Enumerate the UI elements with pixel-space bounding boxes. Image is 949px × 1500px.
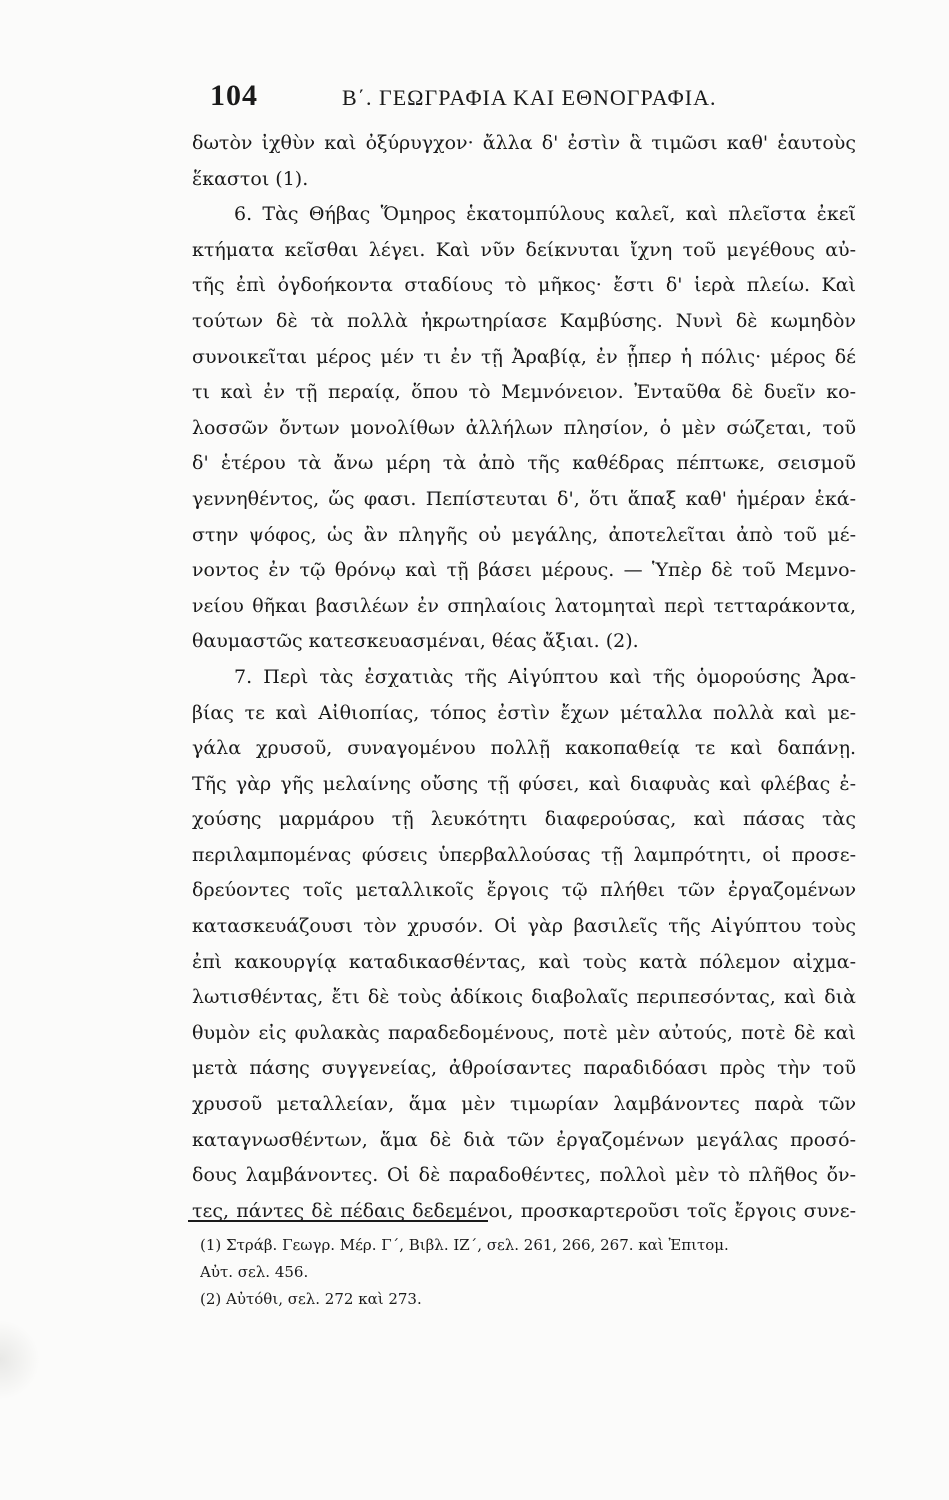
text-line: λοσσῶν ὄντων μονολίθων ἀλλήλων πλησίον, ὁ μὲν σώζεται, τοῦ <box>192 416 856 439</box>
text-line: τούτων δὲ τὰ πολλὰ ἠκρωτηρίασε Καμβύσης. Νυνὶ δὲ κωμηδὸν <box>192 309 856 332</box>
footnote-line: Αὐτ. σελ. 456. <box>200 1263 309 1281</box>
text-line: τες, πάντες δὲ πέδαις δεδεμένοι, προσκαρτεροῦσι τοῖς ἔργοις συνε- <box>192 1199 856 1222</box>
footnote-line: (1) Στράβ. Γεωγρ. Μέρ. Γ΄, Βιβλ. ΙΖ΄, σελ. 261, 266, 267. καὶ Ἐπιτομ. <box>200 1236 729 1254</box>
text-line: τι καὶ ἐν τῇ περαίᾳ, ὅπου τὸ Μεμνόνειον. Ἐνταῦθα δὲ δυεῖν κο- <box>192 381 856 404</box>
text-line: τῆς ἐπὶ ὀγδοήκοντα σταδίους τὸ μῆκος· ἔστι δ' ἱερὰ πλείω. Καὶ <box>192 274 856 297</box>
text-line: λωτισθέντας, ἔτι δὲ τοὺς ἀδίκοις διαβολαῖς περιπεσόντας, καὶ διὰ <box>192 986 856 1009</box>
text-line: Τῆς γὰρ γῆς μελαίνης οὔσης τῇ φύσει, καὶ διαφυὰς καὶ φλέβας ἐ- <box>192 772 856 795</box>
text-line: βίας τε καὶ Αἰθιοπίας, τόπος ἐστὶν ἔχων μέταλλα πολλὰ καὶ με- <box>192 701 856 724</box>
text-line: γεννηθέντος, ὥς φασι. Πεπίστευται δ', ὅτι ἅπαξ καθ' ἡμέραν ἑκά- <box>192 487 856 510</box>
text-line: δρεύοντες τοῖς μεταλλικοῖς ἔργοις τῷ πλήθει τῶν ἐργαζομένων <box>192 879 856 902</box>
footnote-rule <box>188 1220 488 1222</box>
footnotes <box>200 1232 850 1313</box>
text-line: συνοικεῖται μέρος μέν τι ἐν τῇ Ἀραβίᾳ, ἐν ᾗπερ ἡ πόλις· μέρος δέ <box>192 345 856 368</box>
text-line: δωτὸν ἰχθὺν καὶ ὀξύρυγχον· ἄλλα δ' ἐστὶν ἃ τιμῶσι καθ' ἑαυτοὺς <box>192 132 856 154</box>
text-line: μετὰ πάσης συγγενείας, ἀθροίσαντες παραδιδόασι πρὸς τὴν τοῦ <box>192 1057 856 1080</box>
text-line: χούσης μαρμάρου τῇ λευκότητι διαφερούσας, καὶ πάσας τὰς <box>192 808 856 831</box>
text-line: ἐπὶ κακουργίᾳ καταδικασθέντας, καὶ τοὺς κατὰ πόλεμον αἰχμα- <box>192 950 856 973</box>
text-line: νείου θῆκαι βασιλέων ἐν σπηλαίοις λατομηταὶ περὶ τετταράκοντα, <box>192 594 856 617</box>
text-line: 7. Περὶ τὰς ἐσχατιὰς τῆς Αἰγύπτου καὶ τῆς ὁμορούσης Ἀρα- <box>234 665 856 688</box>
footnote-line: (2) Αὐτόθι, σελ. 272 καὶ 273. <box>200 1290 422 1308</box>
page-number: 104 <box>210 79 258 112</box>
text-line: δους λαμβάνοντες. Οἱ δὲ παραδοθέντες, πολλοὶ μὲν τὸ πλῆθος ὄν- <box>192 1164 856 1187</box>
text-line: θαυμαστῶς κατεσκευασμέναι, θέας ἄξιαι. (2). <box>192 630 639 653</box>
text-line: ἕκαστοι (1). <box>192 167 309 190</box>
text-line: γάλα χρυσοῦ, συναγομένου πολλῇ κακοπαθείᾳ τε καὶ δαπάνῃ. <box>192 737 856 760</box>
text-line: περιλαμπομένας φύσεις ὑπερβαλλούσας τῇ λαμπρότητι, οἱ προσε- <box>192 843 856 866</box>
text-line: χρυσοῦ μεταλλείαν, ἅμα μὲν τιμωρίαν λαμβάνοντες παρὰ τῶν <box>192 1093 856 1116</box>
page-smudge <box>0 1320 40 1400</box>
text-line: 6. Τὰς Θήβας Ὅμηρος ἑκατομπύλους καλεῖ, καὶ πλεῖστα ἐκεῖ <box>234 203 856 226</box>
text-line: κατασκευάζουσι τὸν χρυσόν. Οἱ γὰρ βασιλεῖς τῆς Αἰγύπτου τοὺς <box>192 915 856 938</box>
text-line: κτήματα κεῖσθαι λέγει. Καὶ νῦν δείκνυται ἴχνη τοῦ μεγέθους αὐ- <box>192 238 856 261</box>
text-line: στην ψόφος, ὡς ἂν πληγῆς οὐ μεγάλης, ἀποτελεῖται ἀπὸ τοῦ μέ- <box>192 523 856 546</box>
text-line: δ' ἑτέρου τὰ ἄνω μέρη τὰ ἀπὸ τῆς καθέδρας πέπτωκε, σεισμοῦ <box>192 452 856 475</box>
text-line: καταγνωσθέντων, ἅμα δὲ διὰ τῶν ἐργαζομένων μεγάλας προσό- <box>192 1128 856 1151</box>
page-header <box>210 76 850 116</box>
body-text <box>192 126 856 1229</box>
running-head: Β΄. ΓΕΩΓΡΑΦΙΑ ΚΑΙ ΕΘΝΟΓΡΑΦΙΑ. <box>342 85 717 110</box>
text-line: νοντος ἐν τῷ θρόνῳ καὶ τῇ βάσει μέρους. — Ὑπὲρ δὲ τοῦ Μεμνο- <box>192 559 856 582</box>
text-line: θυμὸν εἰς φυλακὰς παραδεδομένους, ποτὲ μὲν αὐτούς, ποτὲ δὲ καὶ <box>192 1021 856 1044</box>
